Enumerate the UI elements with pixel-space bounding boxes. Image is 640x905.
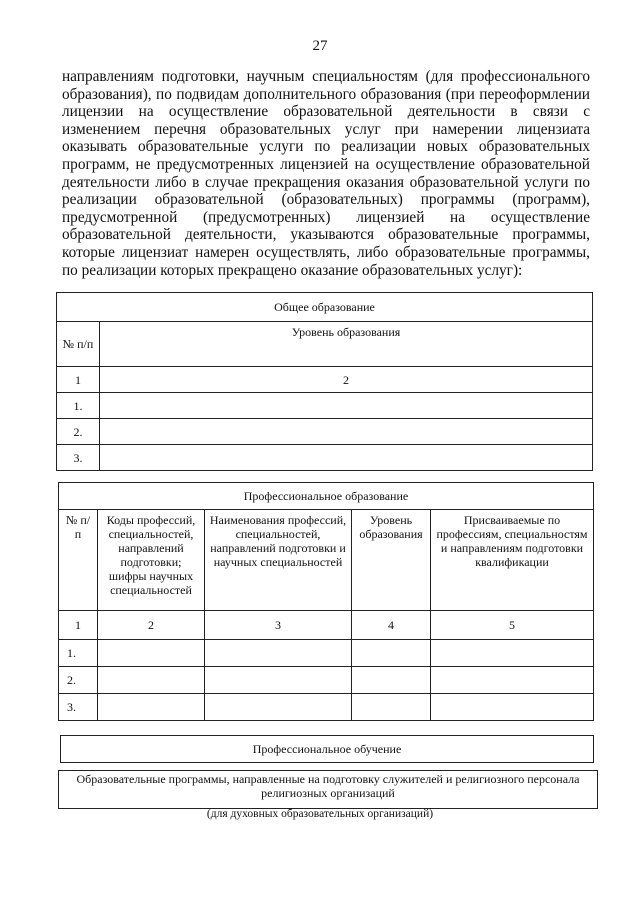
empty-cell <box>431 694 594 721</box>
empty-cell <box>352 640 431 667</box>
column-header-level: Уровень образования <box>100 322 593 367</box>
religious-programs-box: Образовательные программы, направленные на подготовку служителей и религиозного персонала религиозных организаций <box>58 770 598 809</box>
row-number-cell: 1. <box>59 640 98 667</box>
row-number-cell: 3. <box>57 445 100 471</box>
general-education-table <box>56 292 593 471</box>
column-header-codes: Коды профессий, специальностей, направлений подготовки; шифры научных специальностей <box>98 510 205 611</box>
empty-cell <box>431 667 594 694</box>
column-header-names: Наименования профессий, специальностей, направлений подготовки и научных специальностей <box>205 510 352 611</box>
column-number-cell: 3 <box>205 611 352 640</box>
empty-cell <box>352 694 431 721</box>
professional-training-box: Профессиональное обучение <box>60 735 594 763</box>
row-number-cell: 2. <box>59 667 98 694</box>
empty-cell <box>100 393 593 419</box>
column-header-level: Уровень образования <box>352 510 431 611</box>
empty-cell <box>100 445 593 471</box>
empty-cell <box>431 640 594 667</box>
column-number-cell: 2 <box>98 611 205 640</box>
empty-cell <box>352 667 431 694</box>
empty-cell <box>98 640 205 667</box>
column-number-cell: 4 <box>352 611 431 640</box>
column-number-cell: 2 <box>100 367 593 393</box>
empty-cell <box>98 694 205 721</box>
empty-cell <box>205 640 352 667</box>
row-number-cell: 3. <box>59 694 98 721</box>
general-education-title: Общее образование <box>57 293 593 322</box>
column-header-number: № п/п <box>57 322 100 367</box>
row-number-cell: 1. <box>57 393 100 419</box>
row-number-cell: 2. <box>57 419 100 445</box>
empty-cell <box>98 667 205 694</box>
page-number: 27 <box>312 38 328 54</box>
empty-cell <box>205 694 352 721</box>
column-header-number: № п/п <box>59 510 98 611</box>
body-paragraph: направлениям подготовки, научным специальностям (для профессионального образования), по подвидам дополнительного образования (при переоформлении лицензии на осуществление образовательной деятельности в связи с изменением перечня образовательных услуг при намерении лицензиата оказывать образовательные услуги по реализации новых образовательных программ, не предусмотренных лицензией на осуществление образовательной деятельности либо в случае прекращения оказания образовательной услуги по реализации образовательной (образовательных) программы (программ), предусмотренной (предусмотренных) лицензией на осуществление образовательной деятельности, указываются образовательные программы, которые лицензиат намерен осуществлять, либо образовательные программы, по реализации которых прекращено оказание образовательных услуг): <box>62 68 590 279</box>
empty-cell <box>205 667 352 694</box>
column-number-cell: 1 <box>59 611 98 640</box>
column-number-cell: 1 <box>57 367 100 393</box>
professional-education-title: Профессиональное образование <box>59 483 594 510</box>
professional-education-table <box>58 482 594 721</box>
column-number-cell: 5 <box>431 611 594 640</box>
empty-cell <box>100 419 593 445</box>
religious-programs-note: (для духовных образовательных организаций) <box>206 808 434 820</box>
column-header-qualifications: Присваиваемые по профессиям, специальностям и направлениям подготовки квалификации <box>431 510 594 611</box>
